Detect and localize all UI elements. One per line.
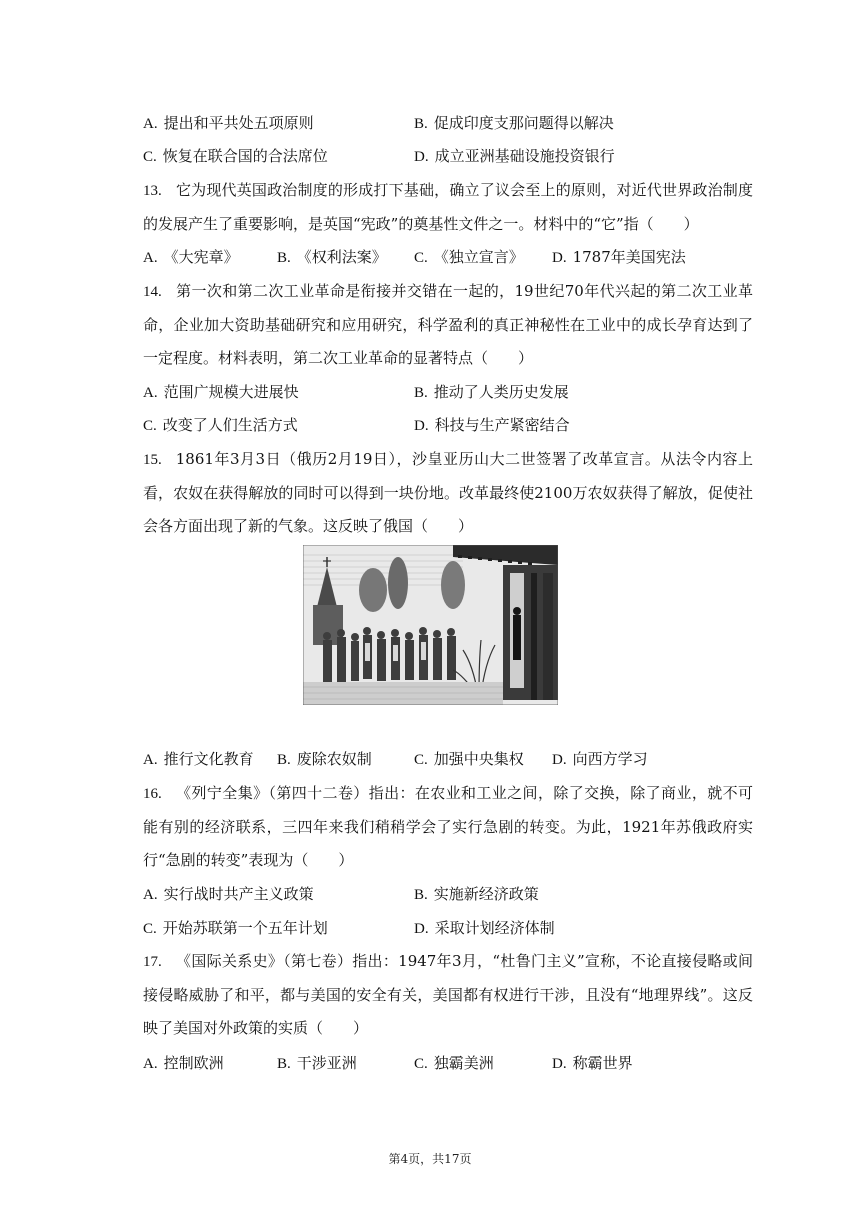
q12-option-d[interactable] bbox=[414, 146, 615, 167]
option-text: 《独立宣言》 bbox=[433, 248, 524, 266]
option-label: A. bbox=[143, 1056, 158, 1072]
q14-option-d[interactable] bbox=[414, 415, 570, 436]
q17-option-a[interactable] bbox=[143, 1053, 224, 1074]
q13-option-c[interactable] bbox=[414, 247, 524, 268]
question-number: 15. bbox=[143, 452, 162, 468]
question-text: 第一次和第二次工业革命是衔接并交错在一起的，19世纪70年代兴起的第二次工业革命，企业加大资助基础研究和应用研究，科学盈利的真正神秘性在工业中的成长孕育达到了一定程度。材料表明，第二次工业革命的显著特点（ ） bbox=[143, 282, 753, 367]
option-text: 《权利法案》 bbox=[296, 248, 387, 266]
option-label: A. bbox=[143, 752, 158, 768]
q16-stem bbox=[143, 777, 753, 877]
option-text: 干涉亚洲 bbox=[296, 1054, 357, 1072]
option-label: B. bbox=[277, 250, 291, 266]
q14-option-b[interactable] bbox=[414, 382, 569, 403]
question-number: 13. bbox=[143, 183, 162, 199]
page-footer: 第4页，共17页 bbox=[388, 1152, 472, 1166]
option-label: B. bbox=[414, 385, 428, 401]
q15-option-a[interactable] bbox=[143, 749, 254, 770]
option-text: 采取计划经济体制 bbox=[434, 919, 555, 937]
option-label: C. bbox=[414, 752, 428, 768]
option-label: C. bbox=[414, 250, 428, 266]
q13-option-a[interactable] bbox=[143, 247, 239, 268]
option-text: 成立亚洲基础设施投资银行 bbox=[434, 147, 615, 165]
option-label: A. bbox=[143, 385, 158, 401]
question-text: 1861年3月3日（俄历2月19日），沙皇亚历山大二世签署了改革宣言。从法令内容上看，农奴在获得解放的同时可以得到一块份地。改革最终使2100万农奴获得了解放，促使社会各方面出现了新的气象。这反映了俄国（ ） bbox=[143, 450, 753, 535]
q12-option-b[interactable] bbox=[414, 113, 614, 134]
q15-option-c[interactable] bbox=[414, 749, 524, 770]
option-label: B. bbox=[414, 116, 428, 132]
q16-option-a[interactable] bbox=[143, 884, 314, 905]
emancipation-engraving-image bbox=[303, 545, 558, 705]
q14-option-c[interactable] bbox=[143, 415, 298, 436]
option-label: B. bbox=[414, 887, 428, 903]
q13-stem bbox=[143, 174, 753, 241]
option-label: D. bbox=[414, 418, 429, 434]
q14-option-a[interactable] bbox=[143, 382, 299, 403]
q13-option-d[interactable] bbox=[552, 247, 686, 268]
question-text: 它为现代英国政治制度的形成打下基础，确立了议会至上的原则，对近代世界政治制度的发展产生了重要影响，是英国“宪政”的奠基性文件之一。材料中的“它”指（ ） bbox=[143, 181, 753, 233]
option-text: 开始苏联第一个五年计划 bbox=[162, 919, 328, 937]
option-label: D. bbox=[552, 752, 567, 768]
q15-option-b[interactable] bbox=[277, 749, 372, 770]
question-text: 《列宁全集》（第四十二卷）指出：在农业和工业之间，除了交换，除了商业，就不可能有别的经济联系，三四年来我们稍稍学会了实行急剧的转变。为此，1921年苏俄政府实行“急剧的转变”表现为（ ） bbox=[143, 784, 753, 869]
question-number: 14. bbox=[143, 284, 162, 300]
option-text: 推行文化教育 bbox=[163, 750, 254, 768]
option-label: B. bbox=[277, 752, 291, 768]
q17-option-b[interactable] bbox=[277, 1053, 357, 1074]
option-label: C. bbox=[143, 418, 157, 434]
q16-option-b[interactable] bbox=[414, 884, 539, 905]
q16-option-c[interactable] bbox=[143, 918, 328, 939]
option-label: D. bbox=[552, 1056, 567, 1072]
option-text: 控制欧洲 bbox=[163, 1054, 224, 1072]
q15-stem bbox=[143, 443, 753, 543]
option-text: 独霸美洲 bbox=[433, 1054, 494, 1072]
option-text: 恢复在联合国的合法席位 bbox=[162, 147, 328, 165]
option-text: 促成印度支那问题得以解决 bbox=[433, 114, 614, 132]
q17-stem bbox=[143, 945, 753, 1045]
option-label: A. bbox=[143, 250, 158, 266]
q13-option-b[interactable] bbox=[277, 247, 387, 268]
option-text: 1787年美国宪法 bbox=[572, 248, 686, 266]
option-text: 称霸世界 bbox=[572, 1054, 633, 1072]
q15-option-d[interactable] bbox=[552, 749, 648, 770]
option-label: C. bbox=[143, 921, 157, 937]
option-text: 推动了人类历史发展 bbox=[433, 383, 569, 401]
option-text: 《大宪章》 bbox=[163, 248, 239, 266]
q17-option-c[interactable] bbox=[414, 1053, 494, 1074]
q12-option-a[interactable] bbox=[143, 113, 314, 134]
option-text: 范围广规模大进展快 bbox=[163, 383, 299, 401]
option-text: 向西方学习 bbox=[572, 750, 648, 768]
option-text: 科技与生产紧密结合 bbox=[434, 416, 570, 434]
option-label: A. bbox=[143, 116, 158, 132]
option-label: A. bbox=[143, 887, 158, 903]
question-number: 17. bbox=[143, 954, 162, 970]
question-number: 16. bbox=[143, 786, 162, 802]
option-label: D. bbox=[414, 149, 429, 165]
option-label: D. bbox=[552, 250, 567, 266]
question-text: 《国际关系史》（第七卷）指出：1947年3月，“杜鲁门主义”宣称，不论直接侵略或间接侵略威胁了和平，都与美国的安全有关，美国都有权进行干涉，且没有“地理界线”。这反映了美国对外政策的实质（ ） bbox=[143, 952, 753, 1037]
option-label: D. bbox=[414, 921, 429, 937]
option-text: 实施新经济政策 bbox=[433, 885, 539, 903]
option-text: 废除农奴制 bbox=[296, 750, 372, 768]
option-text: 实行战时共产主义政策 bbox=[163, 885, 314, 903]
q16-option-d[interactable] bbox=[414, 918, 555, 939]
q14-stem bbox=[143, 275, 753, 375]
option-text: 改变了人们生活方式 bbox=[162, 416, 298, 434]
option-label: C. bbox=[414, 1056, 428, 1072]
option-label: B. bbox=[277, 1056, 291, 1072]
q17-option-d[interactable] bbox=[552, 1053, 633, 1074]
q12-option-c[interactable] bbox=[143, 146, 328, 167]
option-label: C. bbox=[143, 149, 157, 165]
option-text: 加强中央集权 bbox=[433, 750, 524, 768]
option-text: 提出和平共处五项原则 bbox=[163, 114, 314, 132]
